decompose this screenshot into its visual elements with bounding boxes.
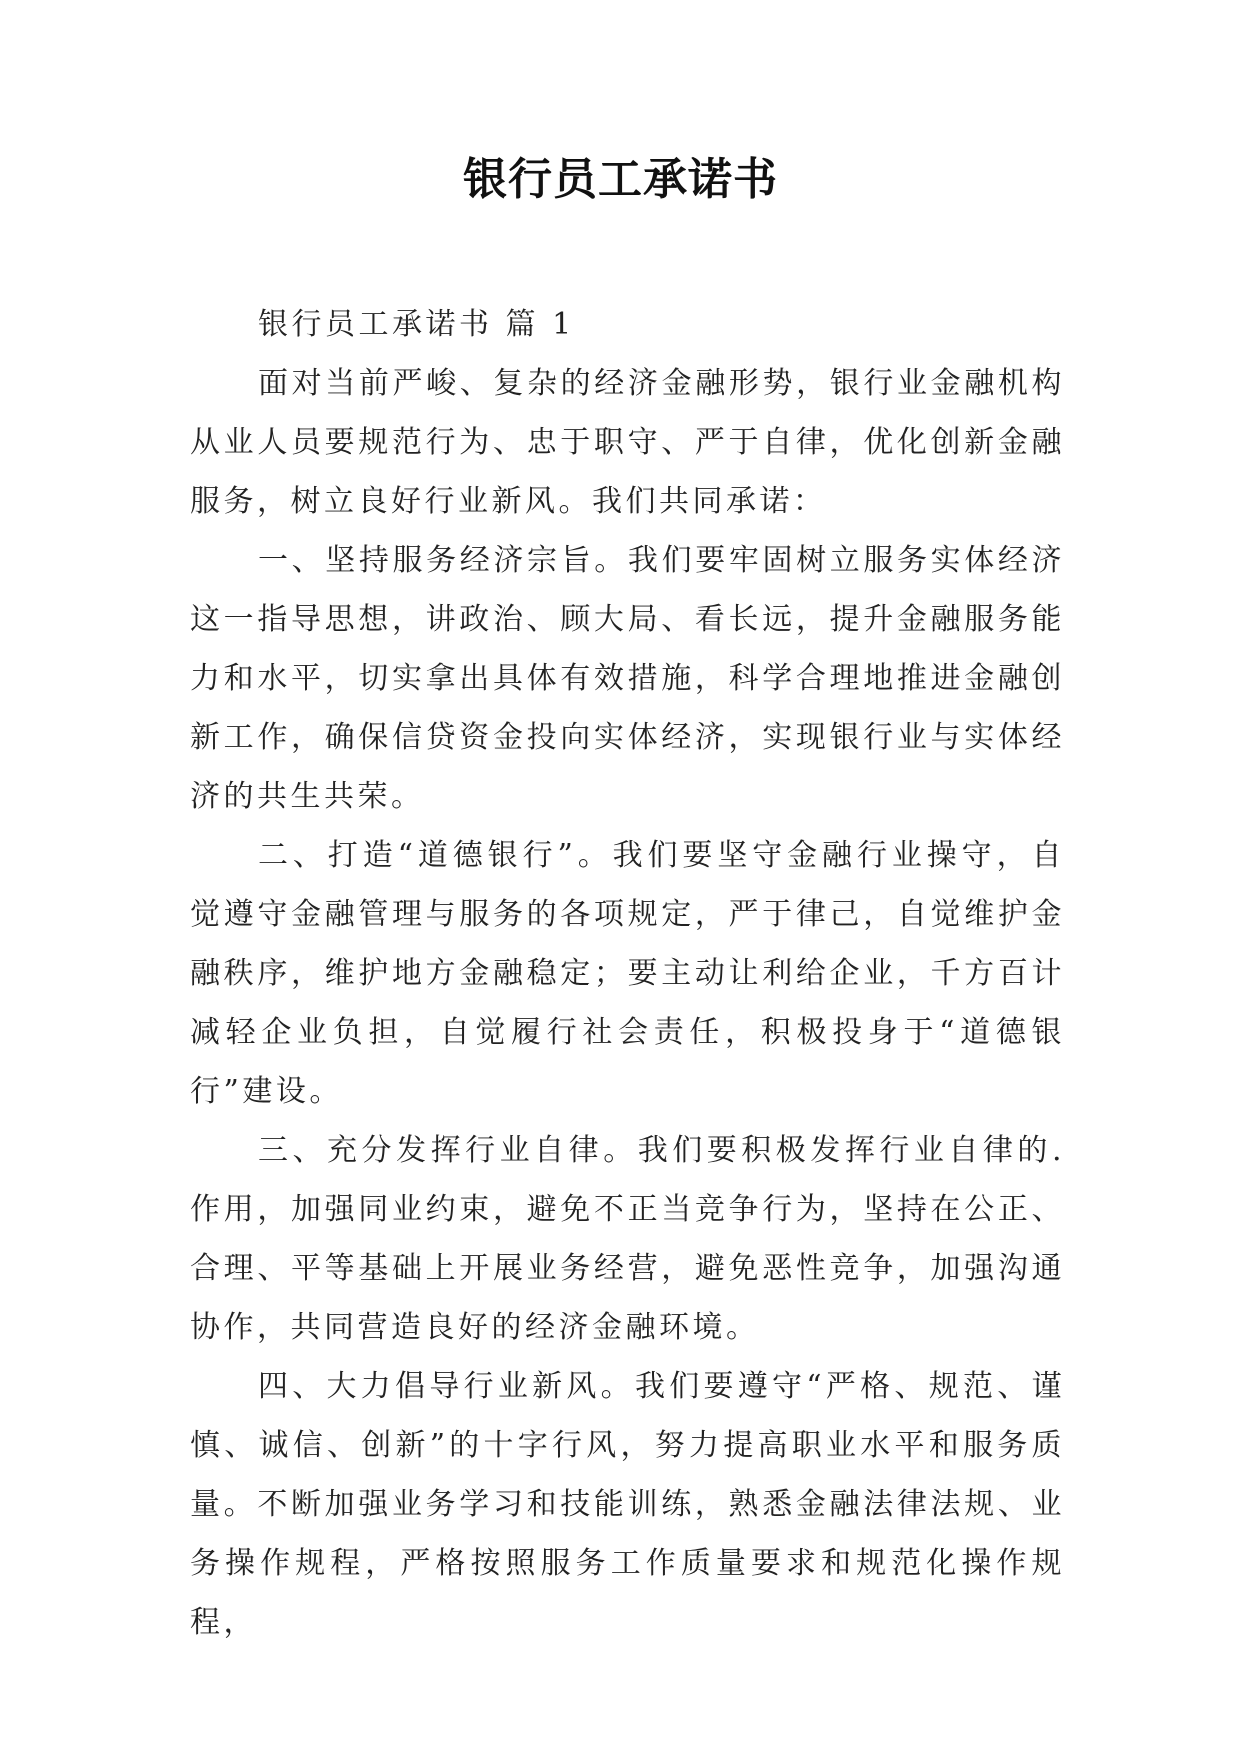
paragraph-point-1: 一、坚持服务经济宗旨。我们要牢固树立服务实体经济这一指导思想，讲政治、顾大局、看长远，提升金融服务能力和水平，切实拿出具体有效措施，科学合理地推进金融创新工作，确保信贷资金投向实体经济，实现银行业与实体经济的共生共荣。	[190, 543, 1065, 814]
paragraph-point-2: 二、打造“道德银行”。我们要坚守金融行业操守，自觉遵守金融管理与服务的各项规定，严于律己，自觉维护金融秩序，维护地方金融稳定；要主动让利给企业，千方百计减轻企业负担，自觉履行社会责任，积极投身于“道德银行”建设。	[190, 838, 1065, 1109]
section-heading: 银行员工承诺书 篇 1	[258, 307, 575, 342]
paragraph-point-4: 四、大力倡导行业新风。我们要遵守“严格、规范、谨慎、诚信、创新”的十字行风，努力提高职业水平和服务质量。不断加强业务学习和技能训练，熟悉金融法律法规、业务操作规程，严格按照服务工作质量要求和规范化操作规程，	[190, 1369, 1065, 1640]
document-title: 银行员工承诺书	[463, 154, 778, 205]
document-body	[190, 295, 1065, 1652]
paragraph-point-3: 三、充分发挥行业自律。我们要积极发挥行业自律的.作用，加强同业约束，避免不正当竞争行为，坚持在公正、合理、平等基础上开展业务经营，避免恶性竞争，加强沟通协作，共同营造良好的经济金融环境。	[190, 1133, 1065, 1345]
paragraph-intro: 面对当前严峻、复杂的经济金融形势，银行业金融机构从业人员要规范行为、忠于职守、严于自律，优化创新金融服务，树立良好行业新风。我们共同承诺：	[190, 366, 1065, 519]
